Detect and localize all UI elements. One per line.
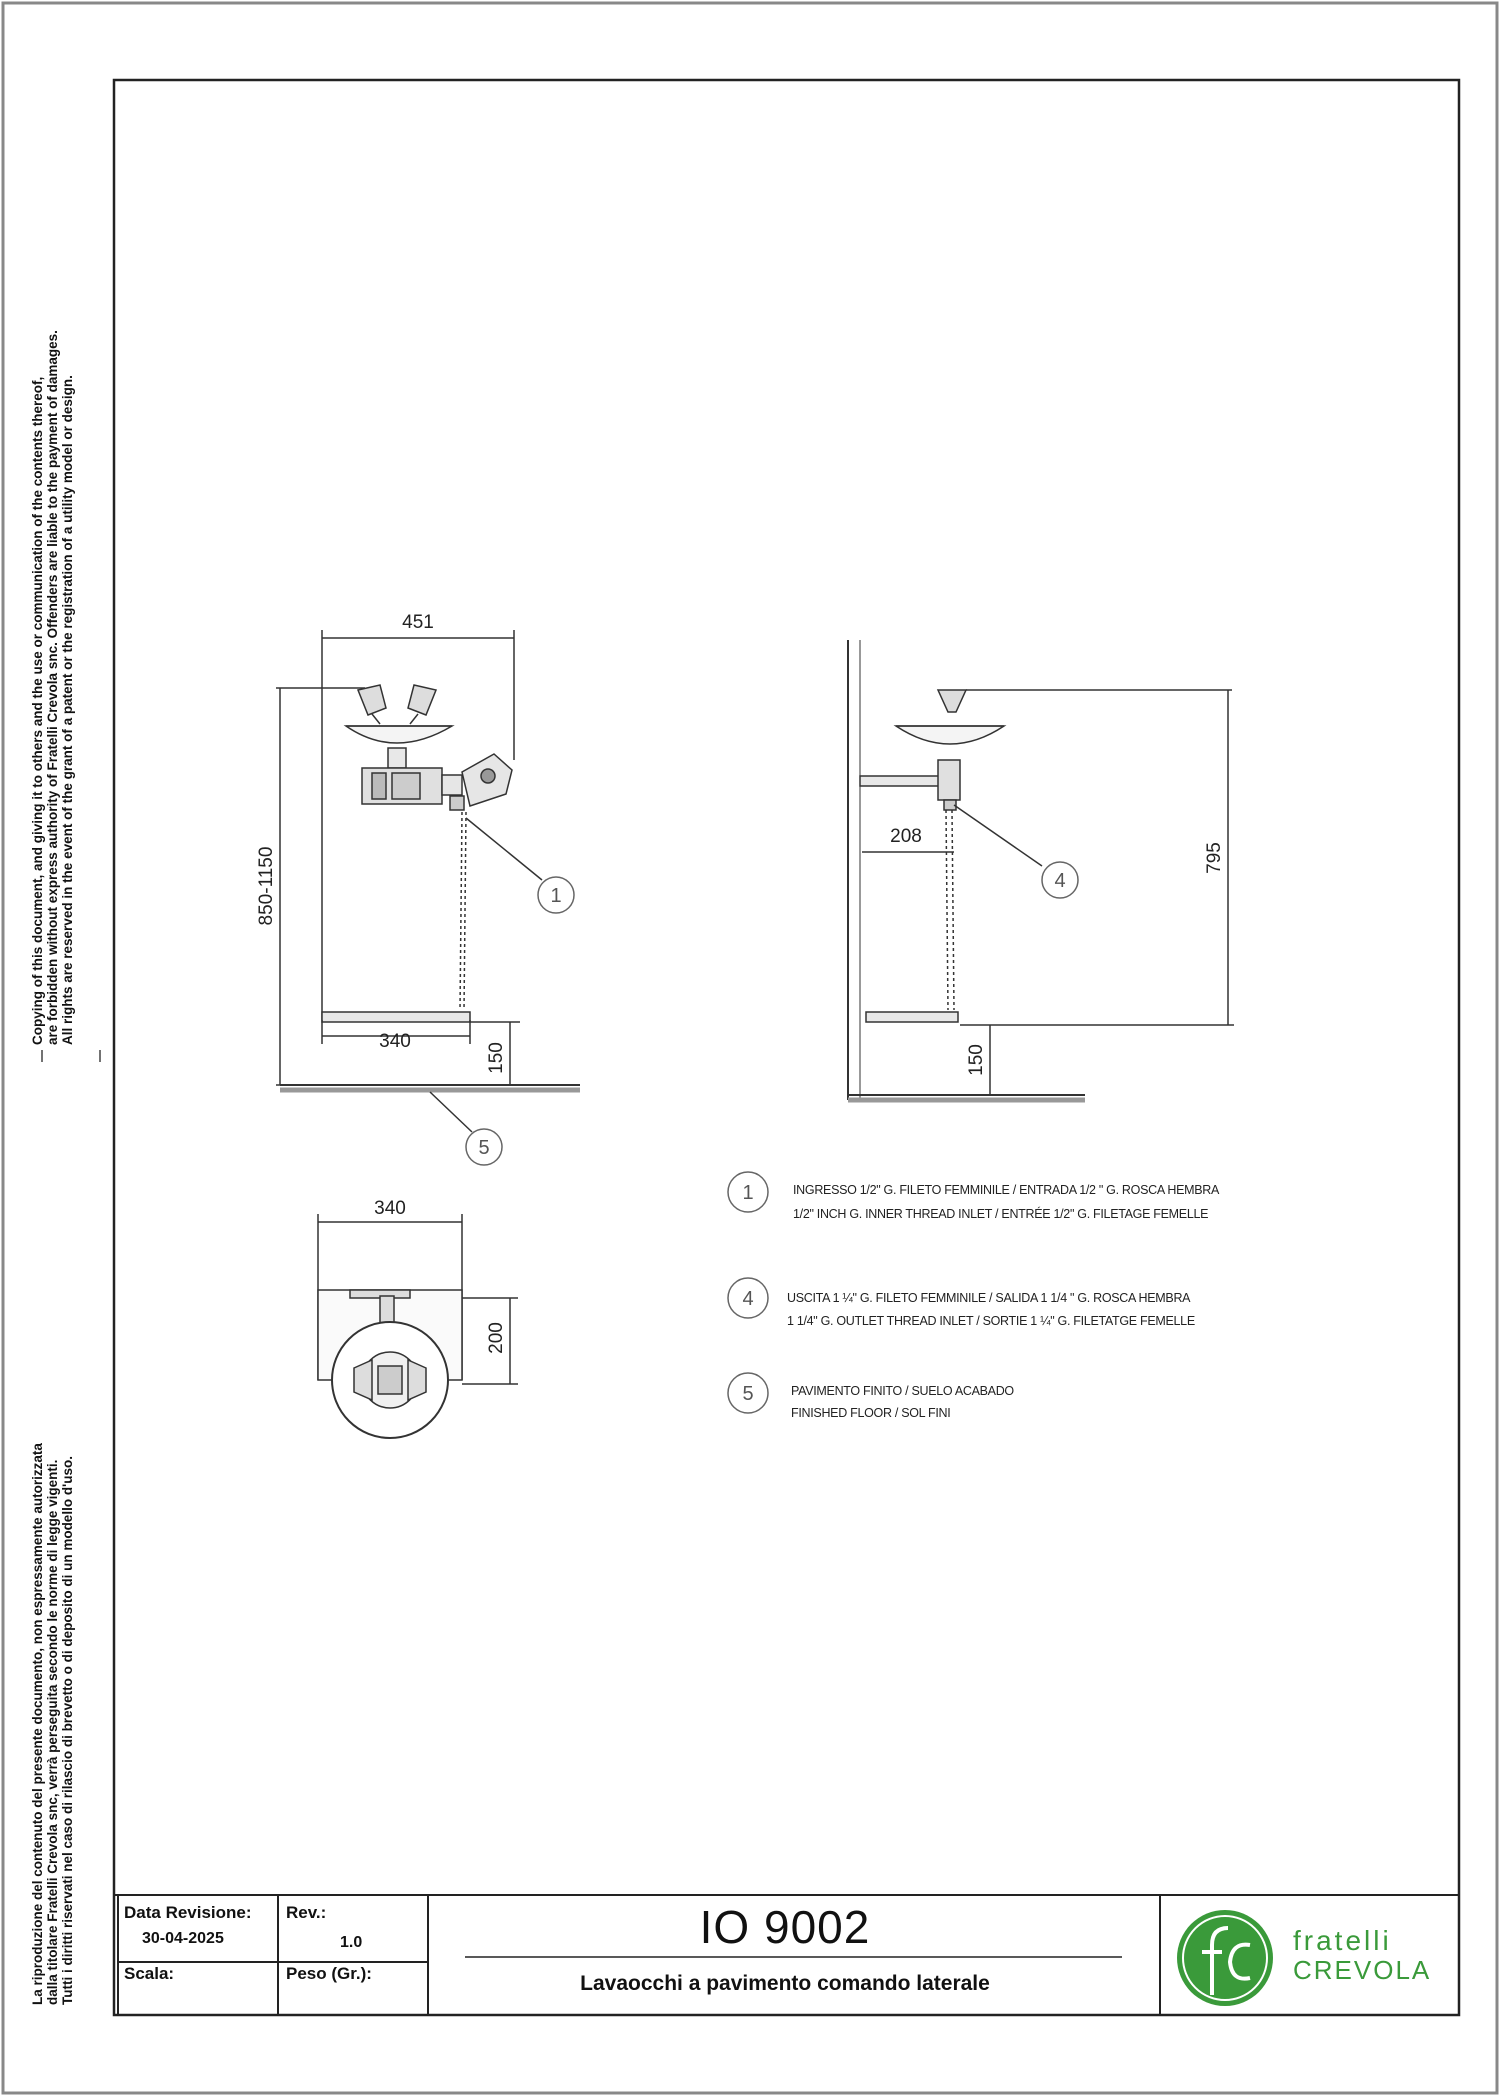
front-view xyxy=(276,630,580,1165)
outer-border xyxy=(3,3,1497,2093)
legend-4-line-1: USCITA 1 ¼" G. FILETO FEMMINILE / SALIDA 1 1/4 " G. ROSCA HEMBRA xyxy=(787,1291,1191,1305)
data-revisione-label: Data Revisione: xyxy=(124,1903,252,1922)
dim-side-arm: 208 xyxy=(890,826,922,847)
logo-text-crevola: CREVOLA xyxy=(1293,1955,1432,1985)
legend-5-line-1: PAVIMENTO FINITO / SUELO ACABADO xyxy=(791,1384,1014,1398)
drawing-frame xyxy=(114,80,1459,2015)
copyright-line: All rights are reserved in the event of the grant of a patent or the registration of a utility model or design. xyxy=(60,375,75,1045)
dim-side-height: 795 xyxy=(1204,842,1225,874)
dim-front-base-height: 150 xyxy=(486,1042,507,1074)
rev-value: 1.0 xyxy=(340,1934,363,1951)
callout-4: 4 xyxy=(1054,870,1066,892)
legend-num-5: 5 xyxy=(742,1383,754,1405)
dim-front-base: 340 xyxy=(379,1031,411,1052)
legend-5-line-2: FINISHED FLOOR / SOL FINI xyxy=(791,1406,951,1420)
copyright-note-english xyxy=(30,330,75,1045)
dim-side-base-height: 150 xyxy=(966,1044,987,1076)
copyright-line: La riproduzione del contenuto del presente documento, non espressamente autorizzata xyxy=(30,1443,45,2005)
product-description: Lavaocchi a pavimento comando laterale xyxy=(580,1972,990,1995)
copyright-note-italian xyxy=(30,1443,75,2005)
legend-1-line-2: 1/2" INCH G. INNER THREAD INLET / ENTRÉE 1/2" G. FILETAGE FEMELLE xyxy=(793,1207,1209,1221)
copyright-line: Tutti i diritti riservati nel caso di rilascio di brevetto o di deposito di un modello d'uso. xyxy=(60,1455,75,2005)
data-revisione-value: 30-04-2025 xyxy=(142,1930,224,1947)
dim-top-depth: 200 xyxy=(486,1322,507,1354)
logo-mark xyxy=(1177,1910,1273,2006)
copyright-line: dalla titolare Fratelli Crevola snc, verrà perseguita secondo le norme di legge vigenti. xyxy=(45,1459,60,2005)
dim-top-width: 340 xyxy=(374,1198,406,1219)
legend-1-line-1: INGRESSO 1/2" G. FILETO FEMMINILE / ENTRADA 1/2 " G. ROSCA HEMBRA xyxy=(793,1183,1220,1197)
peso-label: Peso (Gr.): xyxy=(286,1964,372,1983)
scala-label: Scala: xyxy=(124,1964,175,1983)
callout-5: 5 xyxy=(478,1137,490,1159)
callout-1: 1 xyxy=(550,885,562,907)
logo-text-fratelli: fratelli xyxy=(1293,1925,1392,1956)
copyright-line: are forbidden without express authority of Fratelli Crevola snc. Offenders are liable to the payment of damages. xyxy=(45,330,60,1045)
copyright-line: Copying of this document, and giving it to others and the use or communication of the contents thereof, xyxy=(30,376,45,1045)
legend-num-4: 4 xyxy=(742,1288,754,1310)
dim-front-width: 451 xyxy=(402,612,434,633)
dim-front-height: 850-1150 xyxy=(256,846,277,926)
product-code: IO 9002 xyxy=(699,1901,871,1953)
legend-num-1: 1 xyxy=(742,1182,754,1204)
side-view xyxy=(848,640,1234,1100)
legend-4-line-2: 1 1/4" G. OUTLET THREAD INLET / SORTIE 1 ¼" G. FILETATGE FEMELLE xyxy=(787,1314,1195,1328)
rev-label: Rev.: xyxy=(286,1903,327,1922)
